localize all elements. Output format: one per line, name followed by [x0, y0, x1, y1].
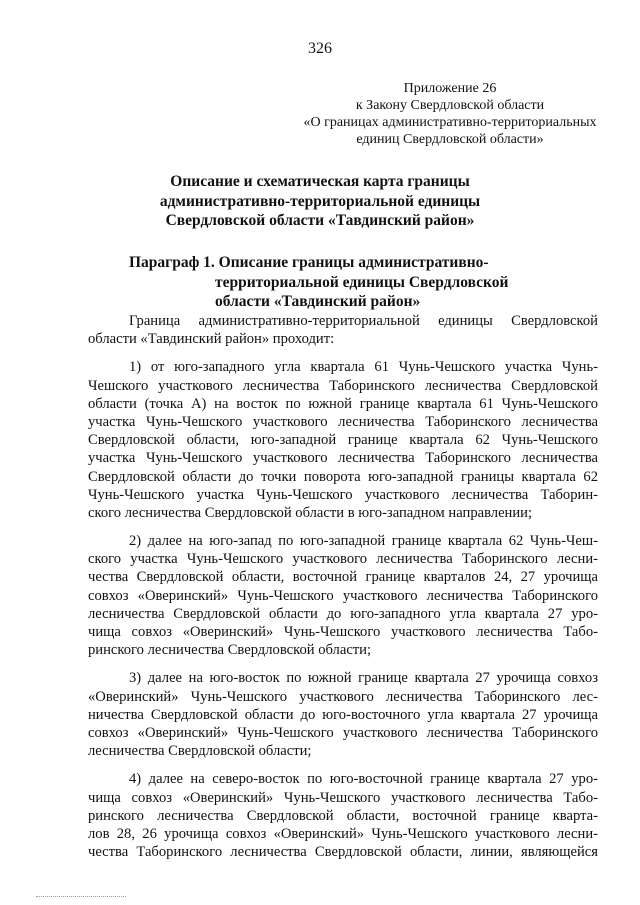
paragraph-intro	[88, 312, 598, 348]
text-line: ринского лесничества Свердловской области;	[88, 642, 372, 659]
text-line: участка Чунь-Чешского участкового лесничества Таборинского лесничества	[88, 413, 598, 430]
text-line: ринского лесничества Свердловской области, восточной границе кварта-	[88, 807, 598, 824]
text-line: чества Свердловской области, восточной границе кварталов 24, 27 урочища	[88, 569, 598, 586]
paragraph-item-1	[88, 358, 598, 522]
appendix-line: единиц Свердловской области»	[356, 132, 544, 147]
body-text	[88, 312, 598, 871]
document-title	[80, 172, 560, 231]
paragraph-item-3	[88, 669, 598, 760]
text-line: 4) далее на северо-восток по юго-восточной границе квартала 27 уро-	[129, 771, 598, 788]
appendix-line: Приложение 26	[403, 81, 497, 96]
paragraph-item-2	[88, 532, 598, 659]
text-line: Свердловской области, юго-западной границе квартала 62 Чунь-Чешского	[88, 432, 598, 449]
title-line: Свердловской области «Тавдинский район»	[165, 212, 475, 229]
text-line: области «Тавдинский район» проходит:	[88, 331, 335, 348]
text-line: Свердловской области до точки поворота юго-западной границы квартала 62	[88, 468, 598, 485]
paragraph-item-4	[88, 770, 598, 861]
appendix-reference	[300, 80, 600, 148]
text-line: ского лесничества Свердловской области в юго-западном направлении;	[88, 504, 533, 521]
text-line: совхоз «Оверинский» Чунь-Чешского участкового лесничества Таборинского	[88, 724, 598, 741]
text-line: Граница административно-территориальной единицы Свердловской	[129, 313, 598, 329]
text-line: области (точка А) на восток по южной границе квартала 61 Чунь-Чешского	[88, 395, 598, 412]
text-line: чища совхоз «Оверинский» Чунь-Чешского участкового лесничества Табо-	[88, 624, 598, 640]
heading-line: Параграф 1. Описание границы административно-	[129, 254, 489, 271]
text-line: лесничества Свердловской области;	[88, 743, 312, 760]
text-line: чища совхоз «Оверинский» Чунь-Чешского участкового лесничества Табо-	[88, 789, 598, 806]
appendix-line: «О границах административно-территориальных	[303, 115, 597, 130]
text-line: совхоз «Оверинский» Чунь-Чешского участкового лесничества Таборинского	[88, 587, 598, 604]
text-line: 1) от юго-западного угла квартала 61 Чунь-Чешского участка Чунь-	[129, 359, 598, 376]
title-line: Описание и схематическая карта границы	[170, 173, 470, 190]
text-line: «Оверинский» Чунь-Чешского участкового лесничества Таборинского лес-	[88, 688, 598, 705]
heading-line: области «Тавдинский район»	[215, 293, 421, 310]
text-line: 3) далее на юго-восток по южной границе квартала 27 урочища совхоз	[129, 670, 598, 687]
text-line: ничества Свердловской области до юго-восточного угла квартала 27 урочища	[88, 706, 598, 723]
text-line: участка Чунь-Чешского участкового лесничества Таборинского лесничества	[88, 450, 598, 467]
text-line: 2) далее на юго-запад по юго-западной границе квартала 62 Чунь-Чеш-	[129, 533, 598, 550]
text-line: лов 28, 26 урочища совхоз «Оверинский» Чунь-Чешского участкового лесни-	[88, 825, 598, 842]
scan-footer-mark	[36, 896, 126, 899]
section-heading	[129, 253, 589, 312]
text-line: ского участка Чунь-Чешского участкового лесничества Таборинского лесни-	[88, 551, 598, 568]
appendix-line: к Закону Свердловской области	[355, 98, 545, 113]
text-line: Чунь-Чешского участка Чунь-Чешского участкового лесничества Таборин-	[88, 486, 598, 503]
text-line: Чешского участкового лесничества Таборинского лесничества Свердловской	[88, 377, 598, 394]
heading-line: территориальной единицы Свердловской	[215, 273, 509, 291]
title-line: административно-территориальной единицы	[159, 192, 481, 210]
page-number: 326	[308, 40, 332, 57]
text-line: чества Таборинского лесничества Свердловской области, линии, являющейся	[88, 844, 598, 861]
text-line: лесничества Свердловской области до юго-западного угла квартала 27 уро-	[88, 605, 598, 622]
